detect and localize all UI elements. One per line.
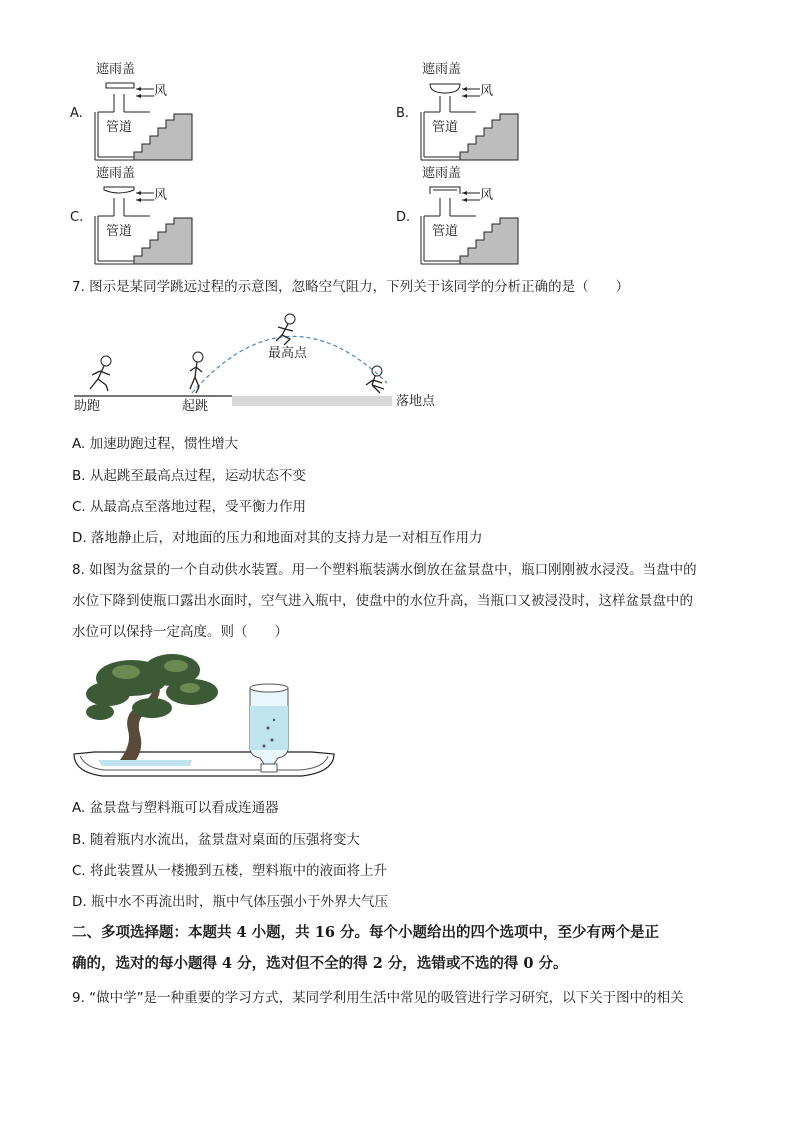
cover-label: 遮雨盖 <box>422 166 462 181</box>
section-2-heading-line-1: 二、多项选择题：本题共 4 小题，共 16 分。每个小题给出的四个选项中，至少有两个是正 <box>72 924 659 941</box>
takeoff-label: 起跳 <box>182 399 209 414</box>
diagram-c <box>70 166 200 271</box>
wind-label: 风 <box>480 188 494 203</box>
option-letter: B. <box>396 106 410 121</box>
q7-option-a: A. 加速助跑过程，惯性增大 <box>72 436 239 452</box>
q7-stem: 7. 图示是某同学跳远过程的示意图，忽略空气阻力，下列关于该同学的分析正确的是（ ） <box>72 279 630 295</box>
pipe-label: 管道 <box>106 120 133 135</box>
q8-stem-line-1: 8. 如图为盆景的一个自动供水装置。用一个塑料瓶装满水倒放在盆景盘中，瓶口刚刚被水浸没。当盘中的 <box>72 562 697 578</box>
diagram-d <box>396 166 526 271</box>
landing-label: 落地点 <box>396 394 436 409</box>
cover-label: 遮雨盖 <box>422 62 462 77</box>
section-2-heading-line-2: 确的，选对的每小题得 4 分，选对但不全的得 2 分，选错或不选的得 0 分。 <box>72 955 568 972</box>
cover-label: 遮雨盖 <box>96 166 136 181</box>
q8-option-b: B. 随着瓶内水流出，盆景盘对桌面的压强将变大 <box>72 832 360 848</box>
diagram-b <box>396 62 526 167</box>
pipe-label: 管道 <box>106 224 133 239</box>
q7-option-d: D. 落地静止后，对地面的压力和地面对其的支持力是一对相互作用力 <box>72 530 483 546</box>
q9-stem: 9. “做中学”是一种重要的学习方式，某同学利用生活中常见的吸管进行学习研究，以下关于图中的相关 <box>72 990 684 1006</box>
bonsai-water-device-figure <box>72 648 342 784</box>
pipe-label: 管道 <box>432 224 459 239</box>
option-letter: C. <box>70 210 84 225</box>
wind-label: 风 <box>154 188 168 203</box>
q8-option-c: C. 将此装置从一楼搬到五楼，塑料瓶中的液面将上升 <box>72 863 388 879</box>
peak-label: 最高点 <box>268 346 308 361</box>
option-letter: A. <box>70 106 83 121</box>
q7-figure <box>72 305 452 417</box>
cover-label: 遮雨盖 <box>96 62 136 77</box>
diagram-a <box>70 62 200 167</box>
q8-option-a: A. 盆景盘与塑料瓶可以看成连通器 <box>72 800 279 816</box>
wind-label: 风 <box>154 84 168 99</box>
option-letter: D. <box>396 210 411 225</box>
wind-label: 风 <box>480 84 494 99</box>
q7-option-c: C. 从最高点至落地过程，受平衡力作用 <box>72 499 307 515</box>
run-label: 助跑 <box>74 399 101 414</box>
q8-stem-line-3: 水位可以保持一定高度。则（ ） <box>72 624 288 640</box>
q7-option-b: B. 从起跳至最高点过程，运动状态不变 <box>72 468 306 484</box>
pipe-label: 管道 <box>432 120 459 135</box>
long-jump-figure <box>72 305 452 417</box>
q8-option-d: D. 瓶中水不再流出时，瓶中气体压强小于外界大气压 <box>72 894 388 910</box>
q8-stem-line-2: 水位下降到使瓶口露出水面时，空气进入瓶中，使盘中的水位升高，当瓶口又被浸没时，这样盆景盘中的 <box>72 593 693 609</box>
